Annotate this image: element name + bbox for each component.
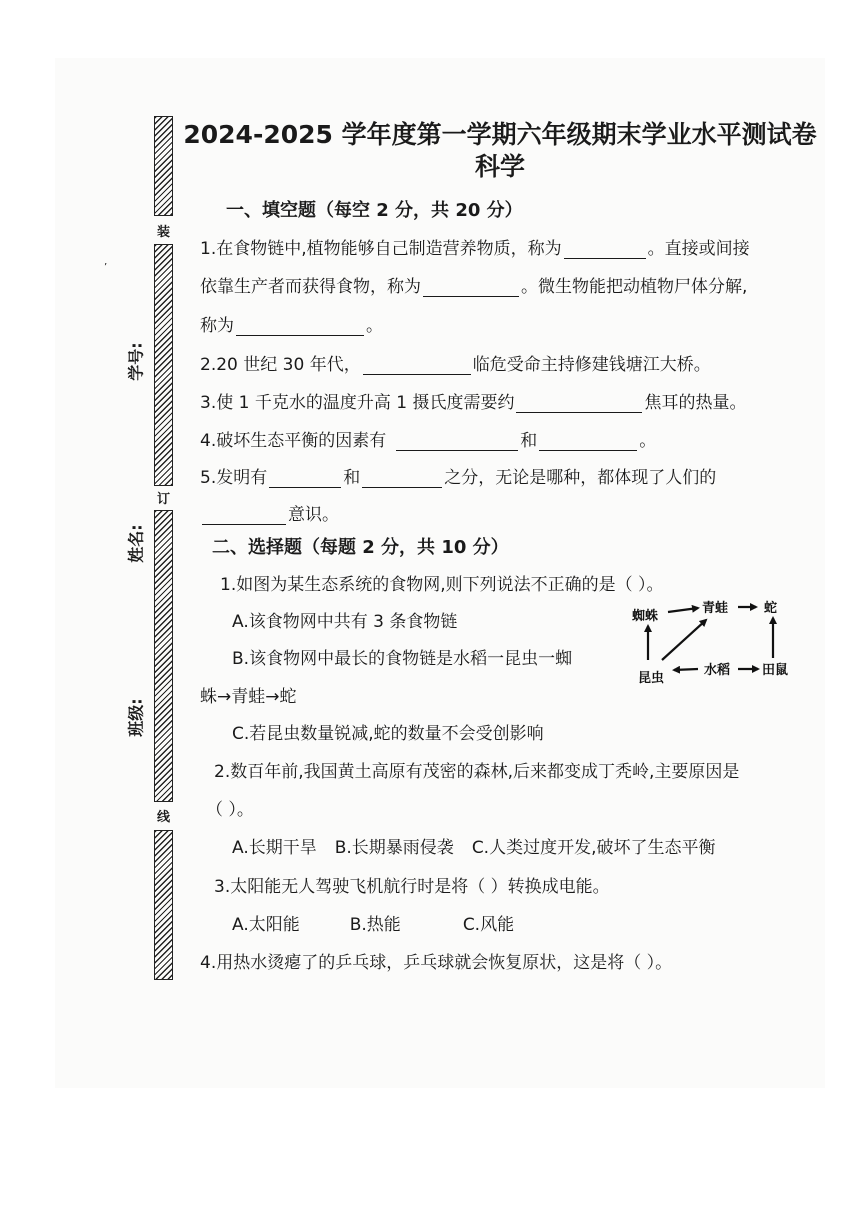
q1-line3 [200,311,383,336]
binding-hatch-upper [154,244,173,486]
mc3-stem: 3.太阳能无人驾驶飞机航行时是将（ ）转换成电能。 [214,877,610,897]
q4-text-2: 和 [520,431,538,451]
q4-blank-1[interactable] [396,432,518,451]
q5-text-2: 和 [343,468,361,488]
mc3-option-c[interactable]: C.风能 [462,915,515,935]
mc1-stem: 1.如图为某生态系统的食物网,则下列说法不正确的是（ ）。 [220,575,664,595]
q3-text-2: 焦耳的热量。 [644,393,747,413]
q5-text-1: 5.发明有 [200,468,268,488]
arrow-spider-frog [668,608,698,612]
mc4-stem: 4.用热水烫瘪了的乒乓球，乒乓球就会恢复原状，这是将（ ）。 [200,953,673,973]
mc2-option-c[interactable]: C.人类过度开发,破坏了生态平衡 [471,838,716,858]
q2-text-2: 临危受命主持修建钱塘江大桥。 [472,355,711,375]
q1-text-4: 。微生物能把动植物尸体分解, [521,277,748,297]
margin-mark: ’ [104,262,108,273]
section2-heading: 二、选择题（每题 2 分，共 10 分） [212,537,509,558]
binding-hatch-bottom [154,830,173,980]
q2-text-1: 2.20 世纪 30 年代， [200,355,361,375]
arrow-rice-insect [674,669,698,670]
q1-text-2: 。直接或间接 [647,239,750,259]
label-rice: 水稻 [704,663,731,678]
q3-blank-1[interactable] [516,394,642,413]
q5-blank-1[interactable] [269,469,341,488]
q5-text-4: 意识。 [288,505,339,525]
q1-line1 [200,234,750,259]
exam-title: 2024-2025 学年度第一学期六年级期末学业水平测试卷 [183,120,817,149]
q1-text-6: 。 [366,316,383,336]
q1-blank-2[interactable] [423,278,519,297]
q4-line [200,426,656,451]
binding-char-ding: 订 [157,492,171,507]
q4-text-1: 4.破坏生态平衡的因素有 [200,431,387,451]
q1-text-3: 依靠生产者而获得食物，称为 [200,277,421,297]
q2-blank-1[interactable] [363,356,471,375]
food-web-diagram [628,594,798,694]
arrow-insect-frog [662,620,706,660]
q4-text-3: 。 [639,431,657,451]
mc3-option-b[interactable]: B.热能 [349,915,401,935]
q5-line2 [200,500,339,525]
section1-heading: 一、填空题（每空 2 分，共 20 分） [226,200,523,221]
q2-line [200,350,711,375]
mc2-options [232,833,716,858]
q1-blank-1[interactable] [564,240,646,259]
q5-text-3: 之分，无论是哪种，都体现了人们的 [444,468,717,488]
student-id-label: 学号: [126,342,146,381]
q1-text-1: 1.在食物链中,植物能够自己制造营养物质，称为 [200,239,562,259]
label-frog: 青蛙 [702,601,729,616]
binding-hatch-lower [154,510,173,802]
q5-blank-2[interactable] [362,469,442,488]
name-label: 姓名: [126,524,146,563]
mc1-option-a[interactable]: A.该食物网中共有 3 条食物链 [232,612,458,632]
mc1-option-c[interactable]: C.若昆虫数量锐减,蛇的数量不会受创影响 [232,724,544,744]
label-insect: 昆虫 [638,671,665,686]
q5-line1 [200,463,716,488]
mc1-option-b-line1[interactable]: B.该食物网中最长的食物链是水稻一昆虫一蜘 [232,649,573,669]
q1-text-5: 称为 [200,316,234,336]
exam-subject: 科学 [474,152,525,181]
binding-char-zhuang: 装 [157,225,171,240]
q3-line [200,388,746,413]
label-mouse: 田鼠 [762,663,789,678]
mc2-option-a[interactable]: A.长期干旱 [232,838,317,858]
q3-text-1: 3.使 1 千克水的温度升高 1 摄氏度需要约 [200,393,515,413]
q4-blank-2[interactable] [539,432,637,451]
mc2-option-b[interactable]: B.长期暴雨侵袭 [334,838,454,858]
mc3-option-a[interactable]: A.太阳能 [232,915,300,935]
binding-char-xian: 线 [157,810,171,825]
mc2-stem-line1: 2.数百年前,我国黄土高原有茂密的森林,后来都变成丁秃岭,主要原因是 [214,762,740,782]
mc3-options [232,910,514,935]
class-label: 班级: [126,698,146,737]
q1-line2 [200,272,747,297]
mc2-stem-line2: （ ）。 [206,800,254,820]
mc1-option-b-line2: 蛛→青蛙→蛇 [200,687,297,707]
label-snake: 蛇 [764,601,778,616]
q5-blank-3[interactable] [202,506,286,525]
q1-blank-3[interactable] [236,317,364,336]
label-spider: 蜘蛛 [632,609,659,624]
